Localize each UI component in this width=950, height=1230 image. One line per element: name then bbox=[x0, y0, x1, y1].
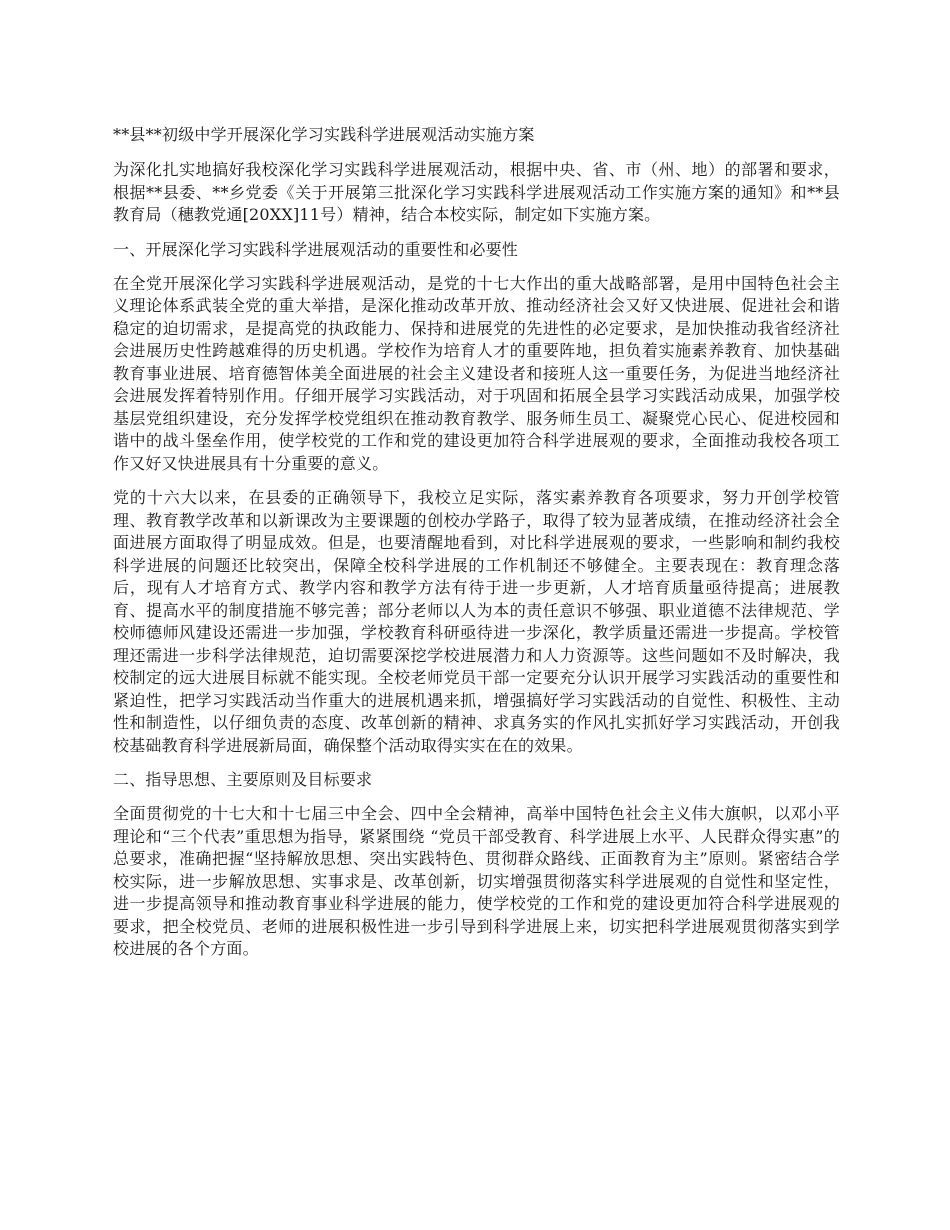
section-2-paragraph-1: 全面贯彻党的十七大和十七届三中全会、四中全会精神，高举中国特色社会主义伟大旗帜，以邓小平理论和“三个代表”重思想为指导，紧紧围绕 “党员干部受教育、科学进展上水平、人民群众得实惠”的总要求，准确把握“坚持解放思想、突出实践特色、贯彻群众路线、正面教育为主”原则。紧密结合学校实际，进一步解放思想、实事求是、改革创新，切实增强贯彻落实科学进展观的自觉性和坚定性，进一步提高领导和推动教育事业科学进展的能力，使学校党的工作和党的建设更加符合科学进展观的要求，把全校党员、老师的进展积极性进一步引导到科学进展上来，切实把科学进展观贯彻落实到学校进展的各个方面。 bbox=[113, 804, 840, 958]
section-1-paragraph-2: 党的十六大以来，在县委的正确领导下，我校立足实际，落实素养教育各项要求，努力开创学校管理、教育教学改革和以新课改为主要课题的创校办学路子，取得了较为显著成绩，在推动经济社会全面进展方面取得了明显成效。但是，也要清醒地看到，对比科学进展观的要求，一些影响和制约我校科学进展的问题还比较突出，保障全校科学进展的工作机制还不够健全。主要表现在：教育理念落后，现有人才培育方式、教学内容和教学方法有待于进一步更新，人才培育质量亟待提高；进展教育、提高水平的制度措施不够完善；部分老师以人为本的责任意识不够强、职业道德不法律规范、学校师德师风建设还需进一步加强，学校教育科研亟待进一步深化，教学质量还需进一步提高。学校管理还需进一步科学法律规范，迫切需要深挖学校进展潜力和人力资源等。这些问题如不及时解决，我校制定的远大进展目标就不能实现。全校老师党员干部一定要充分认识开展学习实践活动的重要性和紧迫性，把学习实践活动当作重大的进展机遇来抓，增强搞好学习实践活动的自觉性、积极性、主动性和制造性，以仔细负责的态度、改革创新的精神、求真务实的作风扎实抓好学习实践活动，开创我校基础教育科学进展新局面，确保整个活动取得实实在在的效果。 bbox=[113, 488, 840, 755]
section-1-paragraph-1: 在全党开展深化学习实践科学进展观活动，是党的十七大作出的重大战略部署，是用中国特色社会主义理论体系武装全党的重大举措，是深化推动改革开放、推动经济社会又好又快进展、促进社会和谐稳定的迫切需求，是提高党的执政能力、保持和进展党的先进性的必定要求，是加快推动我省经济社会进展历史性跨越难得的历史机遇。学校作为培育人才的重要阵地，担负着实施素养教育、加快基础教育事业进展、培育德智体美全面进展的社会主义建设者和接班人这一重要任务，为促进当地经济社会进展发挥着特别作用。仔细开展学习实践活动，对于巩固和拓展全县学习实践活动成果，加强学校基层党组织建设，充分发挥学校党组织在推动教育教学、服务师生员工、凝聚党心民心、促进校园和谐中的战斗堡垒作用，使学校党的工作和党的建设更加符合科学进展观的要求，全面推动我校各项工作又好又快进展具有十分重要的意义。 bbox=[113, 273, 840, 473]
document-page bbox=[113, 124, 840, 973]
intro-paragraph: 为深化扎实地搞好我校深化学习实践科学进展观活动，根据中央、省、市（州、地）的部署和要求，根据**县委、**乡党委《关于开展第三批深化学习实践科学进展观活动工作实施方案的通知》和**县教育局（穗教党通[20XX]11号）精神，结合本校实际，制定如下实施方案。 bbox=[113, 160, 840, 224]
document-title: **县**初级中学开展深化学习实践科学进展观活动实施方案 bbox=[113, 125, 535, 144]
section-1-heading: 一、开展深化学习实践科学进展观活动的重要性和必要性 bbox=[113, 239, 519, 259]
section-2-heading: 二、指导思想、主要原则及目标要求 bbox=[113, 770, 373, 789]
